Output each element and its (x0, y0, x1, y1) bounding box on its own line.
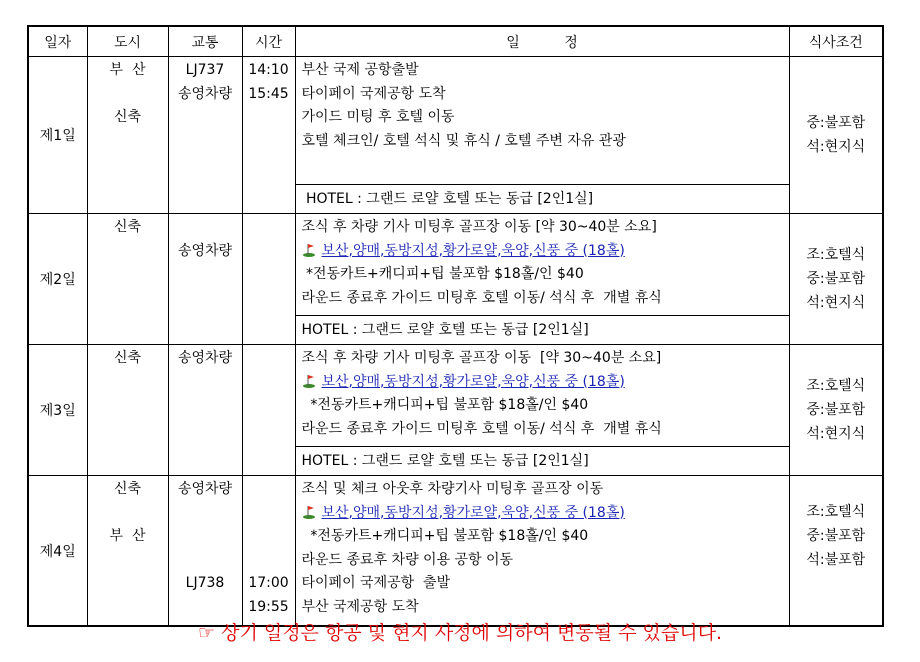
transport-cell (168, 214, 242, 345)
header-time: 시간 (242, 26, 295, 57)
time-text (243, 525, 295, 549)
header-schedule: 일 정 (295, 26, 789, 57)
meal-text: 석:현지식 (806, 295, 866, 311)
hotel-info: HOTEL : 그랜드 로얄 호텔 또는 동급 [2인1실] (295, 316, 789, 345)
meal-text: 조:호텔식 (806, 504, 866, 520)
transport-text: 송영차량 (177, 350, 233, 366)
time-text: 14:10 (248, 62, 289, 78)
meal-cell (789, 214, 883, 345)
header-row (28, 26, 883, 57)
day1-row (28, 57, 883, 185)
time-text (243, 502, 295, 526)
schedule-line: 타이페이 국제공항 출발 (301, 575, 451, 591)
meal-text: 조:호텔식 (806, 247, 866, 263)
header-meals: 식사조건 (789, 26, 883, 57)
day-label: 제3일 (28, 345, 87, 476)
day2-row (28, 214, 883, 316)
schedule-cell (295, 476, 789, 627)
time-text: 15:45 (248, 85, 289, 102)
schedule-line: *전동카트+캐디피+팁 불포함 $18홀/인 $40 (301, 397, 589, 413)
meal-text: 중:불포함 (806, 271, 866, 287)
city-text (88, 502, 168, 526)
transport-text: 송영차량 (177, 481, 233, 497)
time-cell (242, 476, 295, 627)
meal-text: 석:현지식 (806, 139, 866, 155)
schedule-cell (295, 345, 789, 447)
golf-course-link[interactable]: 보산,양매,동방지성,황가로얄,욱양,신풍 중 (18홀) (321, 242, 625, 259)
golf-flag-icon (302, 374, 316, 388)
meal-text: 중:불포함 (806, 528, 866, 544)
meal-text: 중:불포함 (806, 115, 866, 131)
city-text: 부 산 (109, 62, 146, 78)
itinerary-table (27, 25, 884, 627)
transport-cell (168, 476, 242, 627)
golf-flag-icon (302, 505, 316, 519)
transport-text (169, 549, 242, 573)
schedule-line: 라운드 종료후 가이드 미팅후 호텔 이동/ 석식 후 개별 휴식 (301, 289, 662, 306)
city-cell (87, 214, 168, 345)
schedule-line: *전동카트+캐디피+팁 불포함 $18홀/인 $40 (301, 266, 584, 282)
schedule-line: *전동카트+캐디피+팁 불포함 $18홀/인 $40 (301, 528, 589, 544)
city-text: 신축 (113, 109, 142, 125)
city-cell (87, 57, 168, 214)
transport-cell (168, 57, 242, 214)
schedule-cell (295, 57, 789, 185)
day3-row (28, 345, 883, 447)
time-text (243, 549, 295, 573)
city-text (88, 83, 168, 107)
schedule-line: 라운드 종료후 가이드 미팅후 호텔 이동/ 석식 후 개별 휴식 (301, 420, 662, 437)
meal-text: 중:불포함 (806, 402, 866, 418)
day-label: 제1일 (28, 57, 87, 214)
schedule-line: 부산 국제 공항출발 (301, 62, 419, 78)
schedule-line: 호텔 체크인/ 호텔 석식 및 휴식 / 호텔 주변 자유 관광 (301, 132, 626, 149)
course-line (302, 371, 789, 395)
meal-cell (789, 345, 883, 476)
schedule-line: 가이드 미팅 후 호텔 이동 (301, 109, 455, 125)
course-line (302, 502, 789, 526)
time-text: 19:55 (248, 598, 289, 615)
header-city: 도시 (87, 26, 168, 57)
time-cell (242, 57, 295, 214)
day-label: 제4일 (28, 476, 87, 627)
city-text: 부 산 (109, 528, 146, 544)
golf-course-link[interactable]: 보산,양매,동방지성,황가로얄,욱양,신풍 중 (18홀) (321, 373, 625, 390)
transport-text: LJ737 (185, 62, 225, 78)
transport-text (169, 502, 242, 526)
time-cell (242, 214, 295, 345)
city-text: 신축 (113, 350, 142, 366)
transport-text (169, 216, 242, 240)
golf-flag-icon (302, 243, 316, 257)
schedule-line: 타이페이 국제공항 도착 (301, 85, 446, 102)
schedule-line: 라운드 종료후 차량 이용 공항 이동 (301, 551, 514, 568)
transport-text (169, 525, 242, 549)
day4-row (28, 476, 883, 627)
city-text: 신축 (113, 481, 142, 497)
meal-cell (789, 476, 883, 627)
schedule-line: 조식 후 차량 기사 미팅후 골프장 이동 [약 30~40분 소요] (301, 219, 657, 235)
meal-text: 석:현지식 (806, 426, 866, 442)
meal-cell (789, 57, 883, 214)
schedule-change-notice: ☞ 상기 일정은 항공 및 현지 사정에 의하여 변동될 수 있습니다. (198, 622, 722, 644)
time-cell (242, 345, 295, 476)
time-text (243, 478, 295, 502)
day-label: 제2일 (28, 214, 87, 345)
schedule-line: 조식 후 차량 기사 미팅후 골프장 이동 [약 30~40분 소요] (301, 350, 662, 366)
schedule-cell (295, 214, 789, 316)
course-line (302, 240, 789, 264)
meal-text: 석:불포함 (806, 552, 866, 568)
schedule-line: 부산 국제공항 도착 (301, 598, 419, 615)
golf-course-link[interactable]: 보산,양매,동방지성,황가로얄,욱양,신풍 중 (18홀) (321, 504, 625, 521)
meal-text: 조:호텔식 (806, 378, 866, 394)
transport-text: LJ738 (185, 575, 225, 591)
transport-text: 송영차량 (177, 85, 233, 102)
city-cell (87, 476, 168, 627)
header-transport: 교통 (168, 26, 242, 57)
transport-cell (168, 345, 242, 476)
time-text: 17:00 (248, 575, 289, 591)
transport-text: 송영차량 (177, 242, 233, 259)
city-cell (87, 345, 168, 476)
schedule-line: 조식 및 체크 아웃후 차량기사 미팅후 골프장 이동 (301, 481, 604, 497)
city-text: 신축 (113, 219, 142, 235)
hotel-info: HOTEL : 그랜드 로얄 호텔 또는 동급 [2인1실] (295, 185, 789, 214)
header-day: 일자 (28, 26, 87, 57)
hotel-info: HOTEL : 그랜드 로얄 호텔 또는 동급 [2인1실] (295, 447, 789, 476)
